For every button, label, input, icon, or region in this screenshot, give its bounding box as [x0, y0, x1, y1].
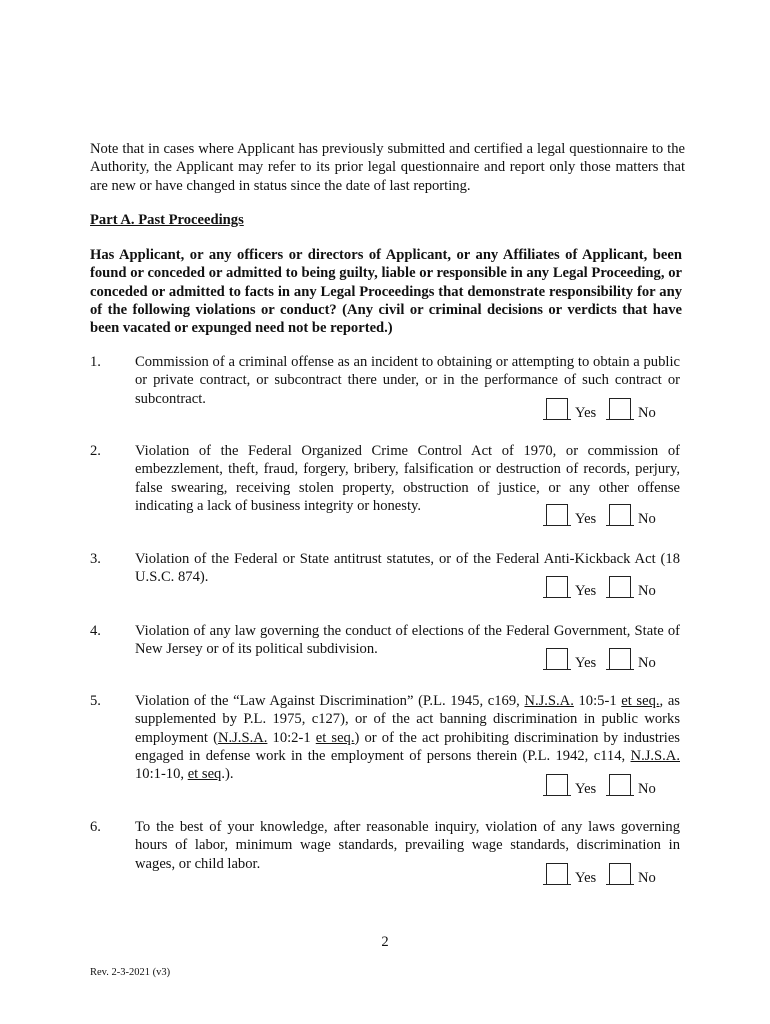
no-label: No	[638, 870, 656, 886]
yes-no-group	[543, 576, 663, 600]
yes-checkbox[interactable]	[546, 504, 568, 526]
yes-underline	[543, 525, 571, 526]
no-label: No	[638, 781, 656, 797]
question-item-1	[90, 353, 682, 433]
yes-label: Yes	[575, 781, 597, 797]
yes-checkbox[interactable]	[546, 863, 568, 885]
revision-footer: Rev. 2-3-2021 (v3)	[90, 967, 171, 978]
yes-underline	[543, 419, 571, 420]
item-number: 6.	[90, 819, 101, 835]
question-item-5	[90, 692, 682, 807]
yes-checkbox[interactable]	[546, 648, 568, 670]
no-checkbox[interactable]	[609, 398, 631, 420]
yes-checkbox[interactable]	[546, 576, 568, 598]
yes-no-group	[543, 863, 663, 887]
item-number: 1.	[90, 354, 101, 370]
item-number: 5.	[90, 693, 101, 709]
page-number: 2	[381, 934, 389, 950]
no-label: No	[638, 511, 656, 527]
no-underline	[606, 525, 634, 526]
question-item-2	[90, 442, 682, 542]
no-checkbox[interactable]	[609, 648, 631, 670]
yes-label: Yes	[575, 405, 597, 421]
item-text: To the best of your knowledge, after reasonable inquiry, violation of any laws governing hours of labor, minimum wage standards, prevailing wage standards, discrimination in wages, or child labor.	[135, 819, 680, 872]
no-label: No	[638, 583, 656, 599]
question-paragraph: Has Applicant, or any officers or directors of Applicant, or any Affiliates of Applicant, been found or conceded or admitted to being guilty, liable or responsible in any Legal Proceeding, or conceded or admitted to facts in any Legal Proceedings that demonstrate responsibility for any of the following violations or conduct? (Any civil or criminal decisions or verdicts that have been vacated or expunged need not be reported.)	[90, 247, 682, 337]
no-underline	[606, 884, 634, 885]
no-checkbox[interactable]	[609, 774, 631, 796]
no-checkbox[interactable]	[609, 504, 631, 526]
yes-label: Yes	[575, 583, 597, 599]
no-underline	[606, 669, 634, 670]
no-underline	[606, 795, 634, 796]
item-text: Commission of a criminal offense as an incident to obtaining or attempting to obtain a public or private contract, or subcontract there under, or in the performance of such contract or subcontract.	[135, 354, 680, 407]
yes-label: Yes	[575, 511, 597, 527]
no-checkbox[interactable]	[609, 863, 631, 885]
no-label: No	[638, 655, 656, 671]
yes-underline	[543, 795, 571, 796]
yes-underline	[543, 884, 571, 885]
yes-checkbox[interactable]	[546, 398, 568, 420]
yes-label: Yes	[575, 870, 597, 886]
yes-label: Yes	[575, 655, 597, 671]
intro-paragraph: Note that in cases where Applicant has previously submitted and certified a legal questionnaire to the Authority, the Applicant may refer to its prior legal questionnaire and report only those matters that are new or have changed in status since the date of last reporting.	[90, 141, 685, 194]
no-underline	[606, 419, 634, 420]
item-number: 4.	[90, 623, 101, 639]
no-label: No	[638, 405, 656, 421]
item-text: Violation of the Federal or State antitrust statutes, or of the Federal Anti-Kickback Act (18 U.S.C. 874).	[135, 551, 680, 586]
item-text: Violation of any law governing the conduct of elections of the Federal Government, State of New Jersey or of its political subdivision.	[135, 623, 680, 658]
yes-checkbox[interactable]	[546, 774, 568, 796]
item-number: 3.	[90, 551, 101, 567]
yes-no-group	[543, 398, 663, 422]
question-item-3	[90, 550, 682, 610]
yes-underline	[543, 597, 571, 598]
yes-no-group	[543, 504, 663, 528]
yes-underline	[543, 669, 571, 670]
yes-no-group	[543, 648, 663, 672]
item-text: Violation of the “Law Against Discrimination” (P.L. 1945, c169, N.J.S.A. 10:5-1 et seq., as supplemented by P.L. 1975, c127), or of the act banning discrimination in public works employment (N.J.S.A. 10:2-1 et seq.) or of the act prohibiting discrimination by industries engaged in defense work in the employment of persons therein (P.L. 1942, c114, N.J.S.A. 10:1-10, et seq.).	[135, 693, 680, 783]
question-item-4	[90, 622, 682, 682]
yes-no-group	[543, 774, 663, 798]
part-a-heading: Part A. Past Proceedings	[90, 212, 244, 228]
question-item-6	[90, 818, 682, 898]
no-checkbox[interactable]	[609, 576, 631, 598]
item-number: 2.	[90, 443, 101, 459]
no-underline	[606, 597, 634, 598]
item-text: Violation of the Federal Organized Crime Control Act of 1970, or commission of embezzlement, theft, fraud, forgery, bribery, falsification or destruction of records, perjury, false swearing, receiving stolen property, obstruction of justice, or any other offense indicating a lack of business integrity or honesty.	[135, 443, 680, 514]
